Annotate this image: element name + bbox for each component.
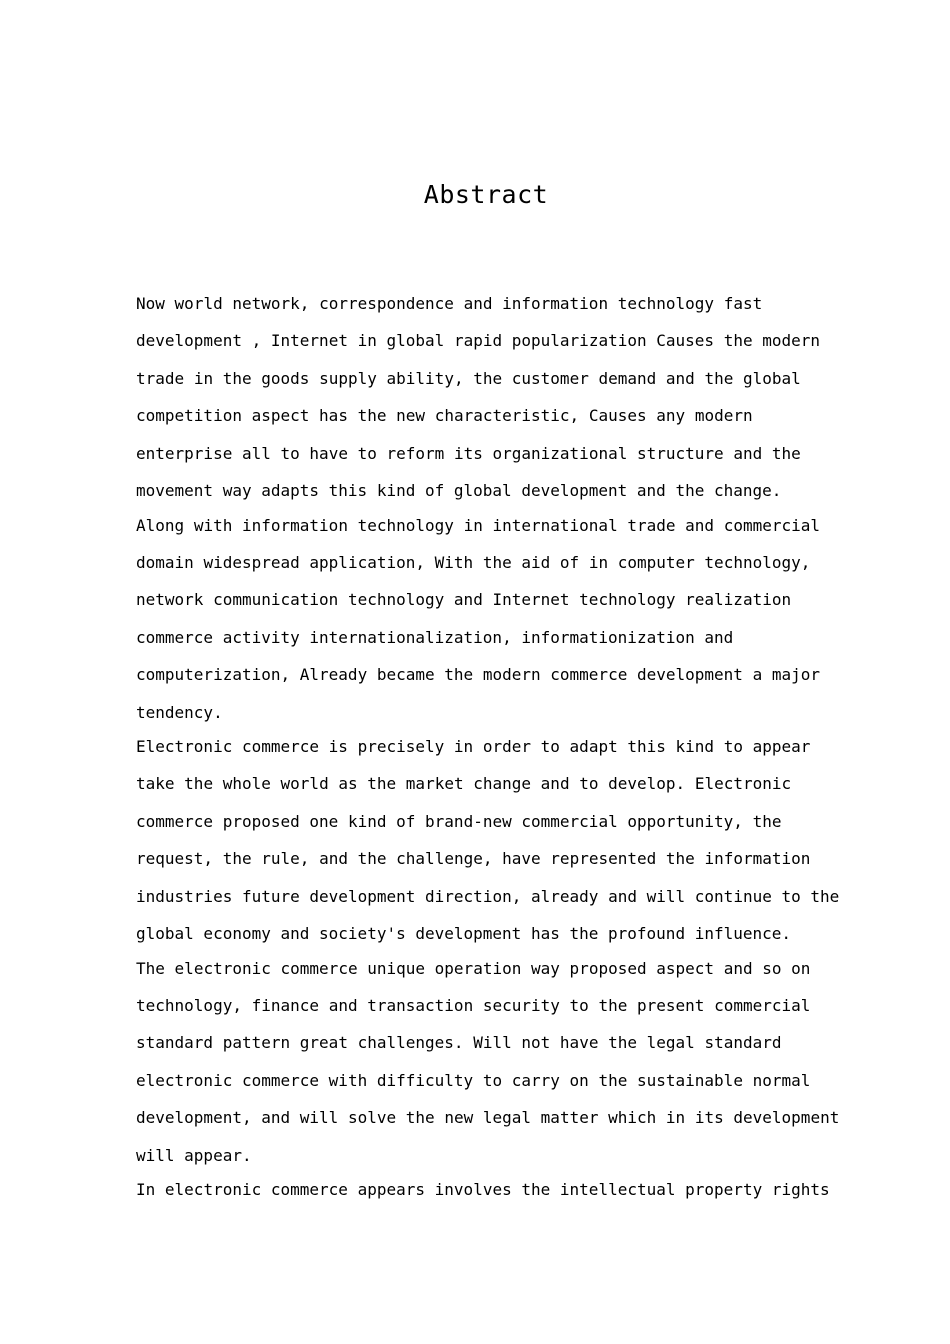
text-line: In electronic commerce appears involves the intellectual property rights: [136, 1180, 830, 1200]
text-line: Along with information technology in international trade and commercial: [136, 515, 821, 535]
paragraph-5: [136, 1171, 836, 1208]
text-line: domain widespread application, With the aid of in computer technology,: [136, 552, 811, 572]
text-line: tendency.: [136, 702, 223, 722]
text-line: commerce proposed one kind of brand-new commercial opportunity, the: [136, 811, 782, 831]
text-line: Electronic commerce is precisely in order to adapt this kind to appear: [136, 737, 811, 757]
paragraph-3: [136, 728, 840, 950]
text-line: development, and will solve the new legal matter which in its development: [136, 1108, 840, 1128]
text-line: enterprise all to have to reform its organizational structure and the: [136, 443, 801, 463]
text-line: request, the rule, and the challenge, have represented the information: [136, 849, 811, 869]
document-title: Abstract: [423, 180, 549, 209]
text-line: electronic commerce with difficulty to carry on the sustainable normal: [136, 1070, 811, 1090]
text-line: The electronic commerce unique operation way proposed aspect and so on: [136, 958, 811, 978]
abstract-body: [136, 285, 840, 1209]
text-line: take the whole world as the market change and to develop. Electronic: [136, 774, 792, 794]
text-line: movement way adapts this kind of global development and the change.: [136, 480, 782, 500]
text-line: development , Internet in global rapid popularization Causes the modern: [136, 331, 821, 351]
text-line: standard pattern great challenges. Will not have the legal standard: [136, 1033, 782, 1053]
paragraph-1: [136, 285, 836, 507]
text-line: industries future development direction, already and will continue to the: [136, 886, 840, 906]
text-line: global economy and society's development has the profound influence.: [136, 924, 792, 944]
text-line: commerce activity internationalization, informationization and: [136, 627, 734, 647]
paragraph-2: [136, 507, 836, 729]
text-line: Now world network, correspondence and information technology fast: [136, 294, 763, 313]
paragraph-4: [136, 950, 840, 1172]
text-line: technology, finance and transaction security to the present commercial: [136, 996, 811, 1016]
text-line: network communication technology and Internet technology realization: [136, 590, 792, 610]
text-line: will appear.: [136, 1145, 252, 1165]
text-line: competition aspect has the new characteristic, Causes any modern: [136, 406, 753, 426]
text-line: computerization, Already became the modern commerce development a major: [136, 665, 821, 685]
text-line: trade in the goods supply ability, the customer demand and the global: [136, 368, 801, 388]
